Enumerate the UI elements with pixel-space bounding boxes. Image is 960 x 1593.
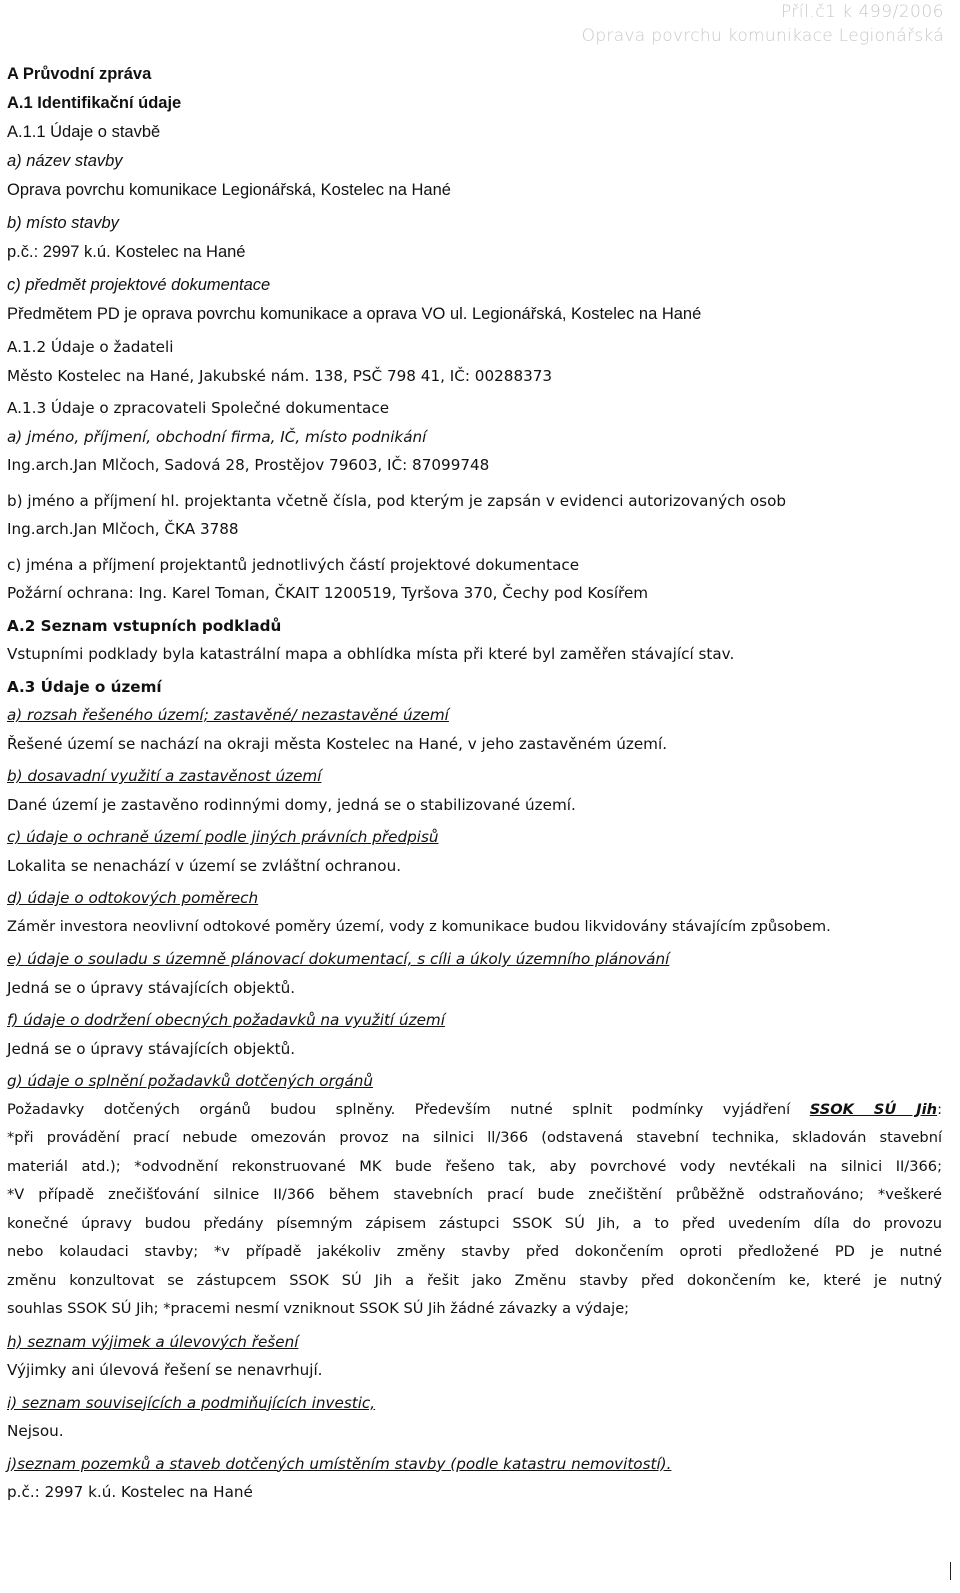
a3g-ssok-emphasis: SSOK SÚ Jih	[809, 1100, 938, 1118]
subject-label: c) předmět projektové dokumentace	[7, 276, 271, 294]
a3a-label: a) rozsah řešeného území; zastavěné/ nezastavěné území	[7, 706, 449, 724]
a3c-label: c) údaje o ochraně území podle jiných právních předpisů	[7, 828, 439, 846]
a3i-value: Nejsou.	[7, 1422, 64, 1440]
section-a11-heading: A.1.1 Údaje o stavbě	[7, 123, 161, 141]
report-body	[7, 60, 949, 1507]
building-name-label: a) název stavby	[7, 152, 123, 170]
page-edge-mark	[950, 1562, 951, 1580]
a3g-line-4: *V případě znečišťování silnice II/366 během stavebních prací bude znečištění průběžně odstraňováno; *veškeré	[7, 1186, 942, 1203]
section-a2-heading: A.2 Seznam vstupních podkladů	[7, 616, 282, 635]
section-a2-value: Vstupními podklady byla katastrální mapa a obhlídka místa při které byl zaměřen stávající stav.	[7, 645, 735, 663]
a3b-label: b) dosavadní využití a zastavěnost území	[7, 767, 322, 785]
a3g-line-1	[7, 1096, 942, 1125]
part-designers-value: Požární ochrana: Ing. Karel Toman, ČKAIT 1200519, Tyršova 370, Čechy pod Kosířem	[7, 584, 649, 602]
report-title: A Průvodní zpráva	[7, 65, 152, 83]
header-attachment-ref: Příl.č1 k 499/2006	[780, 2, 944, 22]
processor-label: a) jméno, příjmení, obchodní firma, IČ, místo podnikání	[7, 427, 427, 446]
a3g-label: g) údaje o splnění požadavků dotčených orgánů	[7, 1072, 374, 1090]
a3g-line-7: změnu konzultovat se zástupcem SSOK SÚ Jih a řešit jako Změnu stavby před dokončením ke, které je nutný	[7, 1271, 942, 1289]
section-a12-heading: A.1.2 Údaje o žadateli	[7, 338, 174, 356]
a3j-label: j)seznam pozemků a staveb dotčených umístěním stavby (podle katastru nemovitostí).	[7, 1454, 672, 1473]
a3g-paragraph	[7, 1096, 942, 1324]
section-a13-heading: A.1.3 Údaje o zpracovateli Společné dokumentace	[7, 399, 390, 417]
header-project-name: Oprava povrchu komunikace Legionářská	[581, 26, 944, 46]
section-a3-heading: A.3 Údaje o území	[7, 677, 162, 696]
a3d-label: d) údaje o odtokových poměrech	[7, 889, 259, 907]
a3j-value: p.č.: 2997 k.ú. Kostelec na Hané	[7, 1483, 253, 1501]
a3b-value: Dané území je zastavěno rodinnými domy, jedná se o stabilizované území.	[7, 795, 576, 814]
a3g-line-8: souhlas SSOK SÚ Jih; *pracemi nesmí vzniknout SSOK SÚ Jih žádné závazky a výdaje;	[7, 1300, 630, 1317]
a3d-value: Záměr investora neovlivní odtokové poměry území, vody z komunikace budou likvidovány stávajícím způsobem.	[7, 917, 831, 935]
a3g-line-1-text: Požadavky dotčených orgánů budou splněny. Především nutné splnit podmínky vyjádření	[7, 1100, 810, 1118]
page-header	[582, 0, 944, 48]
a3g-colon: :	[937, 1100, 942, 1118]
a3h-label: h) seznam výjimek a úlevových řešení	[7, 1332, 299, 1351]
building-name-value: Oprava povrchu komunikace Legionářská, Kostelec na Hané	[7, 181, 451, 199]
a3h-value: Výjimky ani úlevová řešení se nenavrhují.	[7, 1361, 323, 1379]
a3e-label: e) údaje o souladu s územně plánovací dokumentací, s cíli a úkoly územního plánování	[7, 950, 670, 968]
a3f-value: Jedná se o úpravy stávajících objektů.	[7, 1039, 296, 1058]
chief-designer-value: Ing.arch.Jan Mlčoch, ČKA 3788	[7, 520, 239, 538]
a3g-line-2: *při provádění prací nebude omezován provoz na silnici ll/366 (odstavená stavební technika, skladován stavební	[7, 1129, 942, 1146]
a3g-line-6: nebo kolaudaci stavby; *v případě jakékoliv změny stavby před dokončením oproti předložené PD je nutné	[7, 1243, 942, 1260]
a3g-line-5: konečné úpravy budou předány písemným zápisem zástupci SSOK SÚ Jih, a to před uvedením díla do provozu	[7, 1214, 942, 1232]
a3c-value: Lokalita se nenachází v území se zvláštní ochranou.	[7, 856, 402, 875]
building-place-value: p.č.: 2997 k.ú. Kostelec na Hané	[7, 243, 246, 261]
part-designers-label: c) jména a příjmení projektantů jednotlivých částí projektové dokumentace	[7, 555, 580, 574]
processor-value: Ing.arch.Jan Mlčoch, Sadová 28, Prostějov 79603, IČ: 87099748	[7, 456, 490, 474]
a3a-value: Řešené území se nachází na okraji města Kostelec na Hané, v jeho zastavěném území.	[7, 734, 668, 753]
applicant-value: Město Kostelec na Hané, Jakubské nám. 138, PSČ 798 41, IČ: 00288373	[7, 366, 553, 385]
section-a1-heading: A.1 Identifikační údaje	[7, 94, 182, 112]
a3f-label: f) údaje o dodržení obecných požadavků na využití území	[7, 1011, 445, 1029]
a3e-value: Jedná se o úpravy stávajících objektů.	[7, 978, 296, 997]
building-place-label: b) místo stavby	[7, 214, 119, 232]
subject-value: Předmětem PD je oprava povrchu komunikace a oprava VO ul. Legionářská, Kostelec na Hané	[7, 305, 702, 323]
chief-designer-label: b) jméno a příjmení hl. projektanta včetně čísla, pod kterým je zapsán v evidenci autorizovaných osob	[7, 491, 787, 510]
a3i-label: i) seznam souvisejících a podmiňujících investic,	[7, 1393, 376, 1412]
a3g-line-3: materiál atd.); *odvodnění rekonstruované MK bude řešeno tak, aby povrchové vody nevtékali na silnici II/366;	[7, 1157, 942, 1175]
